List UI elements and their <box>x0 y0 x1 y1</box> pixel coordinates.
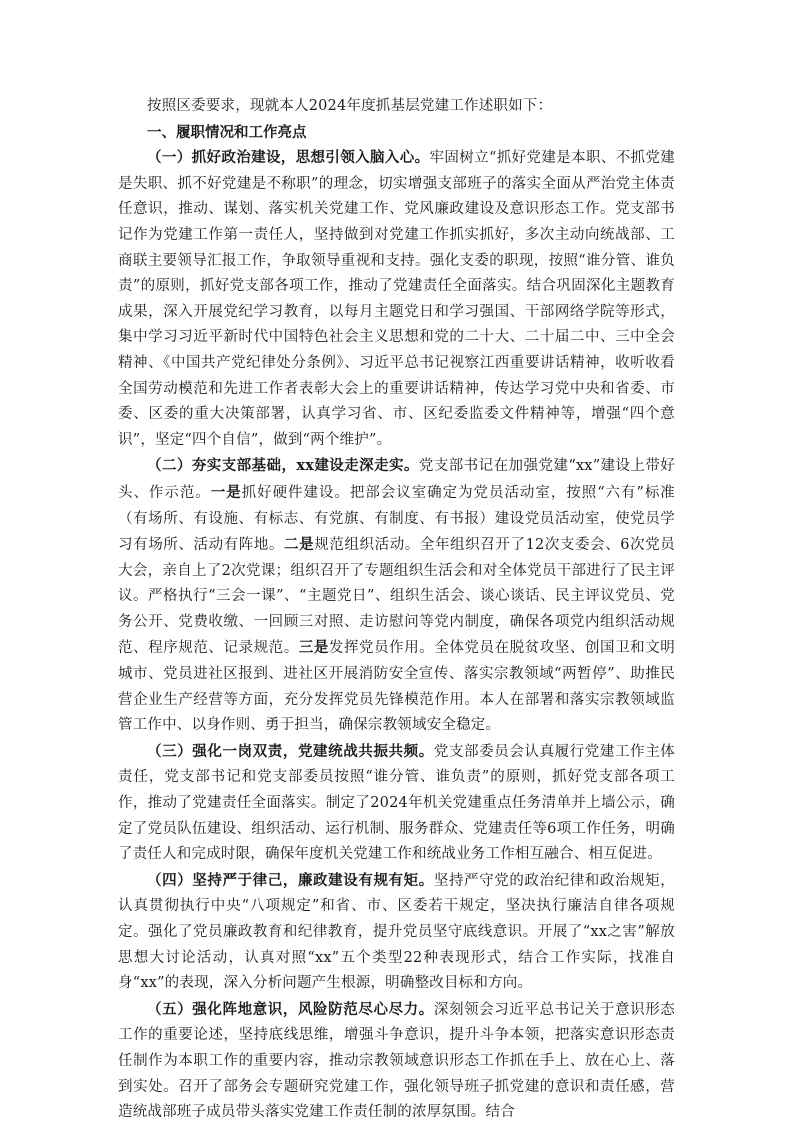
paragraph-2-part-a: 党支部书记在加强党建“xx”建设上带好头、作示范。 <box>118 458 676 501</box>
paragraph-2-keyword-1: 一是 <box>210 483 242 501</box>
section-heading: 一、履职情况和工作亮点 <box>147 123 307 141</box>
paragraph-2-part-d: 发挥党员作用。全体党员在脱贫攻坚、创国卫和文明城市、党员进社区报到、进社区开展消防安全宣传、落实宗教领域“两暂停”、助推民营企业生产经营等方面，充分发挥党员先锋模范作用。本人在部署和落实宗教领域监管工作中、以身作则、勇于担当，确保宗教领域安全稳定。 <box>118 640 675 734</box>
paragraph-2-keyword-2: 二是 <box>284 536 315 554</box>
paragraph-3 <box>118 739 675 868</box>
paragraph-5-title: （五）强化阵地意识，风险防范尽心尽力。 <box>147 1000 434 1018</box>
paragraph-1-title: （一）抓好政治建设，思想引领入脑入心。 <box>147 149 430 167</box>
paragraph-4 <box>118 868 675 997</box>
paragraph-2-part-c: 规范组织活动。全年组织召开了12次支委会、6次党员大会，亲自上了2次党课；组织召开了专题组织生活会和对全体党员干部进行了民主评议。严格执行“三会一课”、“主题党日”、组织生活会、谈心谈话、民主评议党员、党务公开、党费收缴、一回顾三对照、走访慰问等党内制度，确保各项党内组织活动规范、程序规范、记录规范。 <box>118 537 675 657</box>
paragraph-4-body: 坚持严守党的政治纪律和政治规矩，认真贯彻执行中央“八项规定”和省、市、区委若干规定，坚决执行廉洁自律各项规定。强化了党员廉政教育和纪律教育，提升党员坚守底线意识。开展了“xx之害”解放思想大讨论活动，认真对照“xx”五个类型22种表现形式，结合工作实际，找准自身“xx”的表现，深入分析问题产生根源，明确整改目标和方向。 <box>118 872 675 992</box>
paragraph-1 <box>118 145 675 453</box>
paragraph-5 <box>118 997 675 1126</box>
paragraph-5-body: 深刻领会习近平总书记关于意识形态工作的重要论述，坚持底线思维，增强斗争意识，提升斗争本领，把落实意识形态责任制作为本职工作的重要内容，推动宗教领域意识形态工作抓在手上、放在心上、落到实处。召开了部务会专题研究党建工作，强化领导班子抓党建的意识和责任感，营造统战部班子成员带头落实党建工作责任制的浓厚氛围。结合 <box>118 1001 675 1121</box>
paragraph-2-keyword-3: 三是 <box>298 639 329 657</box>
paragraph-3-body: 党支部委员会认真履行党建工作主体责任，党支部书记和党支部委员按照“谁分管、谁负责”的原则，抓好党支部各项工作，推动了党建责任全面落实。制定了2024年机关党建重点任务清单并上墙公示，确定了党员队伍建设、组织活动、运行机制、服务群众、党建责任等6项工作任务，明确了责任人和完成时限，确保年度机关党建工作和统战业务工作相互融合、相互促进。 <box>118 743 675 863</box>
paragraph-1-body: 牢固树立“抓好党建是本职、不抓党建是失职、抓不好党建是不称职”的理念，切实增强支部班子的落实全面从严治党主体责任意识，推动、谋划、落实机关党建工作、党风廉政建设及意识形态工作。党支部书记作为党建工作第一责任人，坚持做到对党建工作抓实抓好，多次主动向统战部、工商联主要领导汇报工作，争取领导重视和支持。强化支委的职现，按照“谁分管、谁负责”的原则，抓好党支部各项工作，推动了党建责任全面落实。结合巩固深化主题教育成果，深入开展党纪学习教育，以每月主题党日和学习强国、干部网络学院等形式，集中学习习近平新时代中国特色社会主义思想和党的二十大、二十届二中、三中全会精神、《中国共产党纪律处分条例》、习近平总书记视察江西重要讲话精神，收听收看全国劳动模范和先进工作者表彰大会上的重要讲话精神，传达学习党中央和省委、市委、区委的重大决策部署，认真学习省、市、区纪委监委文件精神等，增强“四个意识”，坚定“四个自信”，做到“两个维护”。 <box>118 150 675 448</box>
paragraph-2 <box>118 453 675 739</box>
paragraph-3-title: （三）强化一岗双责，党建统战共振共频。 <box>147 742 434 760</box>
paragraph-4-title: （四）坚持严于律己，廉政建设有规有矩。 <box>147 871 434 889</box>
intro-paragraph: 按照区委要求，现就本人2024年度抓基层党建工作述职如下： <box>147 98 553 114</box>
paragraph-2-title: （二）夯实支部基础，xx建设走深走实。 <box>147 457 419 475</box>
paragraph-2-part-b: 抓好硬件建设。把部会议室确定为党员活动室，按照“六有”标准（有场所、有设施、有标志、有党旗、有制度、有书报）建设党员活动室，使党员学习有场所、活动有阵地。 <box>118 484 676 554</box>
